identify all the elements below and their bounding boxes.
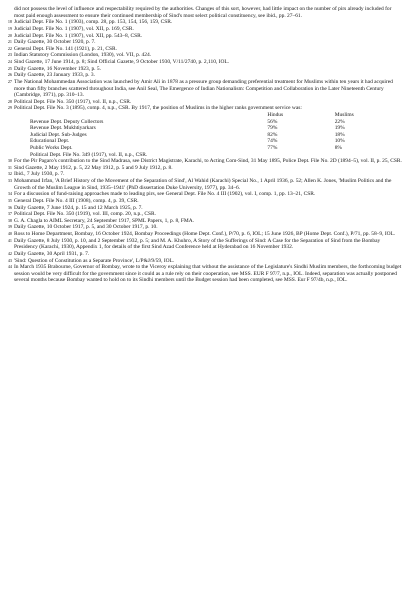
endnote xyxy=(7,59,402,66)
endnote-text: Daily Gazette, 30 April 1931, p. 7. xyxy=(14,250,90,257)
endnote-text: Political Dept. File No. 349 (1917), vol. II, n.p., CSR. xyxy=(30,151,148,158)
endnote-number: 20 xyxy=(7,32,12,38)
endnote-number: 19 xyxy=(7,25,12,31)
endnote xyxy=(7,65,402,73)
table-header-hindus: Hindus xyxy=(267,112,284,118)
notes-list xyxy=(7,19,402,112)
endnote-number: 24 xyxy=(7,59,12,64)
endnote-number: 43 xyxy=(7,257,12,263)
endnote-number: 22 xyxy=(7,45,12,51)
table-cell-dept: Revenue Dept. Mukhtiyarkars xyxy=(30,125,96,132)
endnote-text: G. A. Chagla to AIML Secretary, 24 September 1917, SPML Papers, 1, p. 8, FMA. xyxy=(14,217,195,224)
endnote xyxy=(7,52,402,59)
table-row xyxy=(14,125,402,132)
endnote xyxy=(7,237,402,251)
endnote-text: Mohammad Irfan, 'A Brief History of the Movement of the Separation of Sind', Al Wahid (Karachi) Special No., 1 April 1936, p. 52; Allen K. Jones, 'Muslim Politics and the Growth of the Muslim League in Sind, 1935–1941' (PhD dissertation Duke University, 1977), pp. 34–6. xyxy=(14,178,392,191)
endnote-text: 'Sind: Question of Constitution as a Separate Province', L/P&J/9/59, IOL. xyxy=(14,257,175,264)
endnote-text: Ibid., 7 July 1930, p. 7. xyxy=(14,171,65,178)
endnote xyxy=(7,19,402,26)
table-cell-dept: Revenue Dept. Deputy Collectors xyxy=(30,118,104,125)
table-cell-muslims: 10% xyxy=(334,138,345,145)
endnote xyxy=(7,32,402,40)
table-header-muslims: Muslims xyxy=(334,112,354,118)
endnote-text: Judicial Dept. File No. 1 (1907), vol. XII, p. 169, CSR. xyxy=(14,25,134,32)
table-row xyxy=(14,145,402,152)
table-cell-dept: Educational Dept. xyxy=(30,138,70,145)
endnote-number: 33 xyxy=(7,178,12,184)
endnote xyxy=(7,191,402,198)
endnote-text: General Dept. File No. 4 III (1908), comp. 4, p. 39, CSR. xyxy=(14,197,139,204)
endnote-number: 39 xyxy=(7,224,12,230)
table-cell-hindus: 77% xyxy=(267,144,278,151)
endnote-number: 31 xyxy=(7,164,12,170)
endnote-text: General Dept. File No. 141 (1921), p. 21, CSR. xyxy=(14,45,117,52)
endnote-text: Daily Gazette, 10 October 1917, p. 5, and 30 October 1917, p. 10. xyxy=(14,224,158,231)
endnote-number: 34 xyxy=(7,191,12,197)
endnote xyxy=(7,158,402,165)
endnote-number: 23 xyxy=(7,52,12,58)
endnote xyxy=(7,197,402,205)
endnote-number: 29 xyxy=(7,105,12,111)
endnote xyxy=(7,178,402,191)
endnote-number: 38 xyxy=(7,217,12,223)
table-cell-hindus: 56% xyxy=(267,118,278,125)
endnote-number: 26 xyxy=(7,72,12,78)
endnote xyxy=(7,105,402,112)
endnote-text: Indian Statutory Commission (London, 1930), vol. VII, p. 424. xyxy=(14,52,152,59)
endnote xyxy=(7,78,402,99)
endnote-number: 21 xyxy=(7,39,12,45)
endnote-text: Daily Gazette, 16 November 1923, p. 5. xyxy=(14,65,101,72)
endnote-text: Daily Gazette, 30 October 1920, p. 7. xyxy=(14,39,96,46)
endnote xyxy=(7,250,402,258)
table-header-row xyxy=(14,112,402,119)
table-cell-hindus: 74% xyxy=(267,138,278,145)
table-cell-muslims: 19% xyxy=(334,125,345,132)
endnote-text: Sind Gazette, 17 June 1914, p. 8; Sind Official Gazette, 9 October 1930, V/11/2740, p. 2,110, IOL. xyxy=(14,59,230,65)
endnote-text: Political Dept. File No. 350 (1919), vol. III, comp. 20, n.p., CSR. xyxy=(14,211,156,218)
endnote-number: 40 xyxy=(7,231,12,237)
service-ranks-table xyxy=(14,112,402,152)
table-row xyxy=(14,138,402,145)
endnote-number: 25 xyxy=(7,65,12,71)
table-cell-muslims: 22% xyxy=(334,118,345,125)
endnote-number: 28 xyxy=(7,98,12,104)
endnote-number: 30 xyxy=(7,158,12,164)
endnote-text: Ross to Home Department, Bombay, 16 October 1924, Bombay Proceedings (Home Dept. Conf.), P/70, p. 6, IOL; 15 June 1926, BP (Home Dept. Conf.), P/71, pp. 58–9, IOL. xyxy=(14,231,396,238)
endnote-text: For a discussion of fund-raising approaches made to leading pirs, see General Dept. File No. 4 III (1902), vol. I, comp. 1, pp. 13–21, CSR. xyxy=(14,191,316,198)
table-cell-dept: Public Works Dept. xyxy=(30,144,73,151)
table-cell-dept: Judicial Dept. Sub-Judges xyxy=(30,131,87,138)
endnote-text: Judicial Dept. File No. 1 (1907), vol. XII, pp. 543–8, CSR. xyxy=(14,32,143,39)
notes-list-continued xyxy=(7,151,402,285)
endnote-text: For the Pir Pagaro's contribution to the Sind Madrasa, see District Magistrate, Karachi, to Acting Com-Sind, 31 May 1895, Police Dept. File No. 2D (1894–5), vol. II, p. 25, CSR. xyxy=(14,158,402,165)
endnote xyxy=(7,264,402,284)
table-header-blank xyxy=(14,112,267,119)
endnote-number: 32 xyxy=(7,171,12,177)
endnote xyxy=(7,231,402,238)
endnote-number: 42 xyxy=(7,250,12,256)
endnote-number: 44 xyxy=(7,264,12,270)
endnote-number: 27 xyxy=(7,78,12,84)
table-cell-hindus: 79% xyxy=(267,125,278,132)
table-row xyxy=(14,132,402,139)
endnote xyxy=(7,217,402,225)
continued-note-text: did not possess the level of influence and respectability required by the authorities. Changes of this sort, however, had little impact on the number of pirs already included for most paid enough assessment to ensure their continued membership of Sind's most select political constituency, see ibid., pp. 27–61. xyxy=(14,6,392,19)
endnote-text: Judicial Dept. File No. 1 (1903), comp. 28, pp. 153, 154, 156, 159, CSR. xyxy=(14,19,173,26)
endnote-number: 36 xyxy=(7,204,12,210)
endnote xyxy=(7,211,402,218)
endnote-text: The National Mohammedan Association was launched by Amir Ali in 1878 as a pressure group demanding preferential treatment for Muslims within ten years it had acquired more than fifty branches scattered throughout India, see Anil Seal, The Emergence of Indian Nationalism: Competition and Collaboration in the Later Nineteenth Century (Cambridge, 1971), pp. 310–13. xyxy=(14,78,393,99)
endnote-text: Sind Gazette, 2 May 1912, p. 5, 22 May 1912, p. 5 and 9 July 1912, p. 8. xyxy=(14,164,173,171)
endnote-text: Daily Gazette, 8 July 1930, p. 10, and 2 September 1932, p. 5; and M. A. Khuhro, A Story of the Sufferings of Sind: A Case for the Separation of Sind from the Bombay Presidency (Karachi, 1930), Appendix 1, for details of the first Sind Azad Conference held at Hyderabad on 16 November 1932. xyxy=(14,237,381,251)
endnote-text: In March 1935 Brabourne, Governor of Bombay, wrote to the Viceroy explaining that without the assistance of the Legislature's Sindhi Muslim members, the forthcoming budget session would be very difficult for the government since it could as a rule rely on their cooperation, see MSS. EUR F 97/7, n.p., IOL. Indeed, separation was actually postponed several months because Bombay wanted to hold on to its Sindhi members until the Budget session had been completed, see MSS. Eur F 97/4b, n.p., IOL. xyxy=(14,264,402,284)
endnote-number: 41 xyxy=(7,237,12,243)
endnote-text: Political Dept. File No. 3 (1895), comp. 4, n.p., CSR. By 1917, the position of Muslims in the higher ranks government service was: xyxy=(14,105,302,112)
endnote xyxy=(7,25,402,33)
endnote-text: Political Dept. File No. 350 (1917), vol. II, n.p., CSR. xyxy=(14,98,132,105)
endnote-number: 18 xyxy=(7,19,12,25)
endnote-text: Daily Gazette, 7 June 1924, p. 15 and 12 March 1925, p. 7. xyxy=(14,204,143,211)
endnote-number: 37 xyxy=(7,211,12,217)
endnote xyxy=(7,164,402,172)
table-cell-muslims: 18% xyxy=(334,131,345,138)
endnote xyxy=(7,39,402,46)
endnote-number: 35 xyxy=(7,197,12,203)
table-row xyxy=(14,119,402,126)
endnote xyxy=(7,72,402,79)
table-cell-muslims: 8% xyxy=(334,144,342,151)
endnote-text: Daily Gazette, 23 January 1933, p. 3. xyxy=(14,72,95,79)
table-cell-hindus: 82% xyxy=(267,131,278,138)
